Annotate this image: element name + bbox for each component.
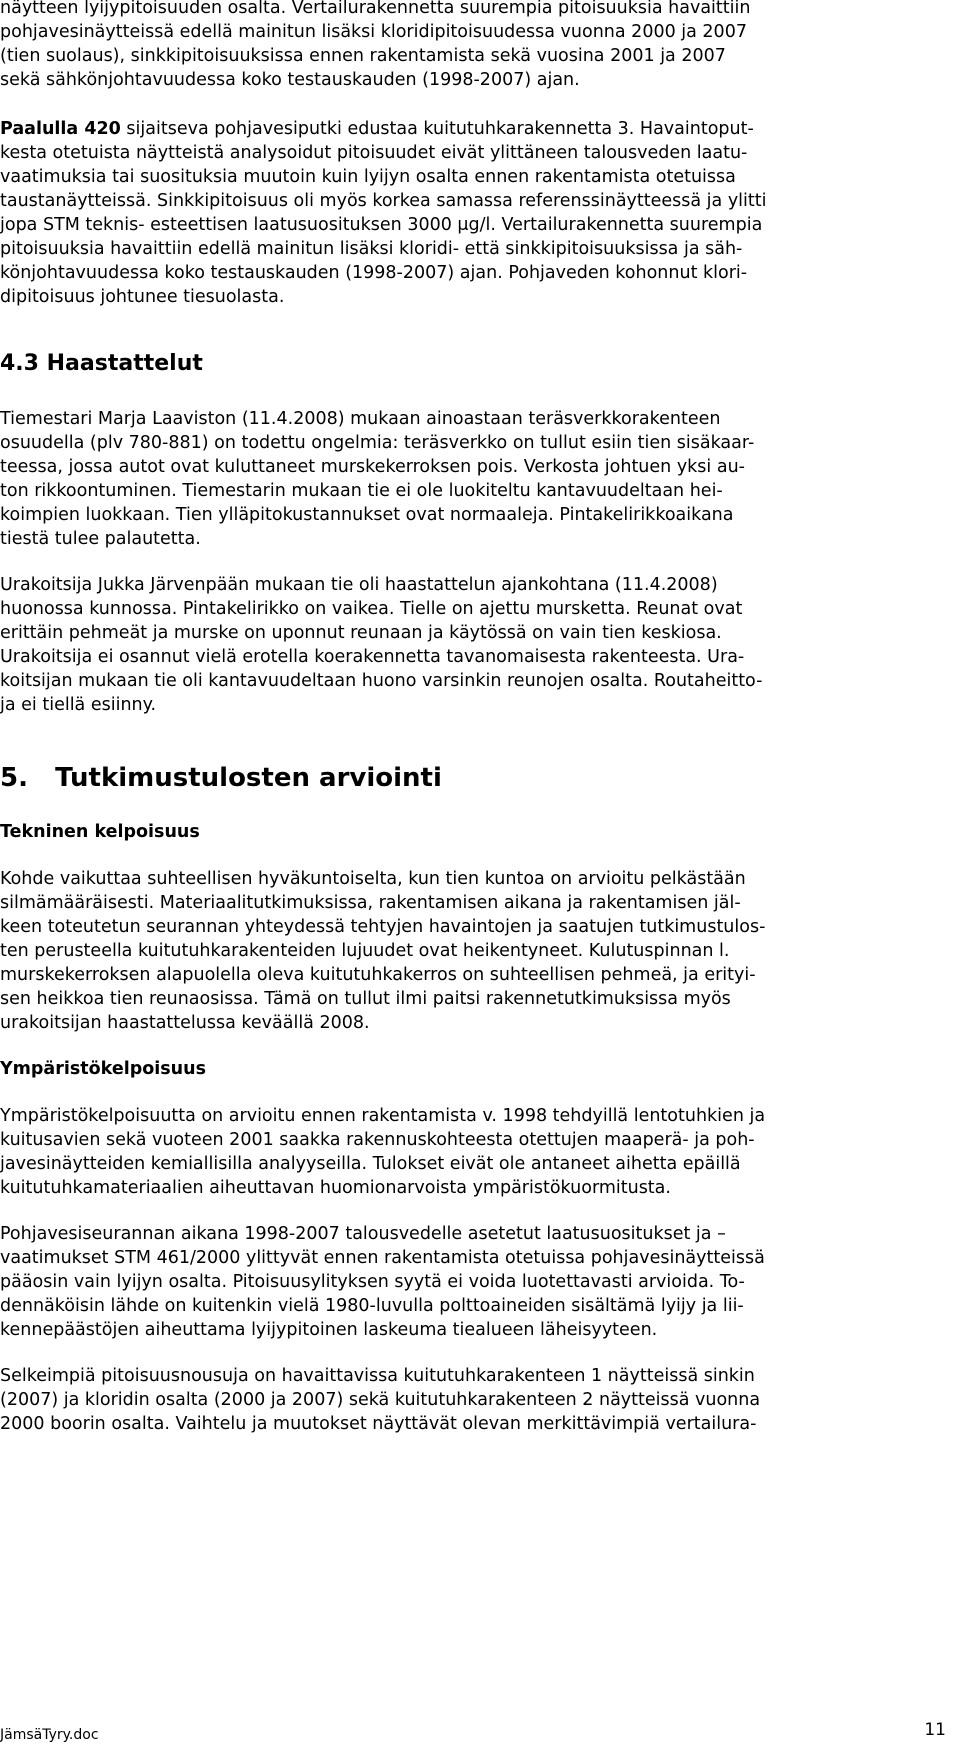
section-heading-5: 5. Tutkimustulosten arviointi <box>0 763 442 793</box>
text-line: silmämääräisesti. Materiaalitutkimuksissa, rakentamisen aikana ja rakentamisen jäl- <box>0 893 741 913</box>
footer-filename: JämsäTyry.doc <box>0 1727 99 1743</box>
text-line: koitsijan mukaan tie oli kantavuudeltaan huono varsinkin reunojen osalta. Routaheitto- <box>0 671 763 691</box>
text-line: ton rikkoontuminen. Tiemestarin mukaan tie ei ole luokiteltu kantavuudeltaan hei- <box>0 481 723 501</box>
text-span: sijaitseva pohjavesiputki edustaa kuitutuhkarakennetta 3. Havaintoput- <box>120 119 754 139</box>
text-line: (tien suolaus), sinkkipitoisuuksissa ennen rakentamista sekä vuosina 2001 ja 2007 <box>0 46 726 66</box>
text-line: könjohtavuudessa koko testauskauden (1998-2007) ajan. Pohjaveden kohonnut klori- <box>0 263 748 283</box>
text-line: vaatimuksia tai suosituksia muutoin kuin lyijyn osalta ennen rakentamista otetuissa <box>0 167 736 187</box>
subheading-tekninen: Tekninen kelpoisuus <box>0 822 200 842</box>
text-line: tiestä tulee palautetta. <box>0 529 201 549</box>
text-line: (2007) ja kloridin osalta (2000 ja 2007) sekä kuitutuhkarakenteen 2 näytteissä vuonna <box>0 1390 761 1410</box>
text-line: taustanäytteissä. Sinkkipitoisuus oli myös korkea samassa referenssinäytteessä ja ylitti <box>0 191 767 211</box>
text-line: kuitutuhkamateriaalien aiheuttavan huomionarvoista ympäristökuormitusta. <box>0 1178 671 1198</box>
text-line: sen heikkoa tien reunaosissa. Tämä on tullut ilmi paitsi rakennetutkimuksissa myös <box>0 989 731 1009</box>
text-line: Kohde vaikuttaa suhteellisen hyväkuntoiselta, kun tien kuntoa on arvioitu pelkästään <box>0 869 746 889</box>
text-line: dipitoisuus johtunee tiesuolasta. <box>0 287 285 307</box>
text-line: erittäin pehmeät ja murske on uponnut reunaan ja käytössä on vain tien keskiosa. <box>0 623 722 643</box>
text-line: pitoisuuksia havaittiin edellä mainitun lisäksi kloridi- että sinkkipitoisuuksissa ja säh- <box>0 239 743 259</box>
page-number: 11 <box>924 1720 946 1740</box>
section-heading-4-3: 4.3 Haastattelut <box>0 351 203 376</box>
text-line: kuitusavien sekä vuoteen 2001 saakka rakennuskohteesta otettujen maaperä- ja poh- <box>0 1130 755 1150</box>
text-line: keen toteutetun seurannan yhteydessä tehtyjen havaintojen ja saatujen tutkimustulos- <box>0 917 766 937</box>
text-line: urakoitsijan haastattelussa keväällä 2008. <box>0 1013 370 1033</box>
text-line: ten perusteella kuitutuhkarakenteiden lujuudet ovat heikentyneet. Kulutuspinnan l. <box>0 941 730 961</box>
text-line: 2000 boorin osalta. Vaihtelu ja muutokset näyttävät olevan merkittävimpiä vertailura- <box>0 1414 757 1434</box>
text-line: osuudella (plv 780-881) on todettu ongelmia: teräsverkko on tullut esiin tien sisäkaar- <box>0 433 755 453</box>
text-line: Urakoitsija ei osannut vielä erotella koerakennetta tavanomaisesta rakenteesta. Ura- <box>0 647 745 667</box>
text-line: jopa STM teknis- esteettisen laatusuosituksen 3000 μg/l. Vertailurakennetta suurempia <box>0 215 763 235</box>
text-line <box>0 117 754 141</box>
bold-lead: Paalulla 420 <box>0 119 121 139</box>
text-line: sekä sähkönjohtavuudessa koko testauskauden (1998-2007) ajan. <box>0 70 580 90</box>
subheading-ymparisto: Ympäristökelpoisuus <box>0 1059 207 1079</box>
text-line: ja ei tiellä esiinny. <box>0 695 157 715</box>
text-line: teessa, jossa autot ovat kuluttaneet murskekerroksen pois. Verkosta johtuen yksi au- <box>0 457 745 477</box>
text-line: vaatimukset STM 461/2000 ylittyvät ennen rakentamista otetuissa pohjavesinäytteissä <box>0 1248 765 1268</box>
text-line: javesinäytteiden kemiallisilla analyyseilla. Tulokset eivät ole antaneet aihetta epäillä <box>0 1154 741 1174</box>
text-line: Ympäristökelpoisuutta on arvioitu ennen rakentamista v. 1998 tehdyillä lentotuhkien ja <box>0 1106 766 1126</box>
text-line: pohjavesinäytteissä edellä mainitun lisäksi kloridipitoisuudessa vuonna 2000 ja 2007 <box>0 22 747 42</box>
text-line: Tiemestari Marja Laaviston (11.4.2008) mukaan ainoastaan teräsverkkorakenteen <box>0 409 721 429</box>
text-line: pääosin vain lyijyn osalta. Pitoisuusylityksen syytä ei voida luotettavasti arvioida. To- <box>0 1272 745 1292</box>
text-line: kennepäästöjen aiheuttama lyijypitoinen laskeuma tiealueen läheisyyteen. <box>0 1320 658 1340</box>
text-line: dennäköisin lähde on kuitenkin vielä 1980-luvulla polttoaineiden sisältämä lyijy ja lii- <box>0 1296 744 1316</box>
text-line: koimpien luokkaan. Tien ylläpitokustannukset ovat normaaleja. Pintakelirikkoaikana <box>0 505 734 525</box>
text-line: Pohjavesiseurannan aikana 1998-2007 talousvedelle asetetut laatusuositukset ja – <box>0 1224 726 1244</box>
text-line: Selkeimpiä pitoisuusnousuja on havaittavissa kuitutuhkarakenteen 1 näytteissä sinkin <box>0 1366 755 1386</box>
text-line: murskekerroksen alapuolella oleva kuitutuhkakerros on suhteellisen pehmeä, ja erityi- <box>0 965 756 985</box>
text-line: kesta otetuista näytteistä analysoidut pitoisuudet eivät ylittäneen talousveden laatu- <box>0 143 748 163</box>
text-line: huonossa kunnossa. Pintakelirikko on vaikea. Tielle on ajettu mursketta. Reunat ovat <box>0 599 743 619</box>
text-line: näytteen lyijypitoisuuden osalta. Vertailurakennetta suurempia pitoisuuksia havaittiin <box>0 0 751 18</box>
text-line: Urakoitsija Jukka Järvenpään mukaan tie oli haastattelun ajankohtana (11.4.2008) <box>0 575 718 595</box>
